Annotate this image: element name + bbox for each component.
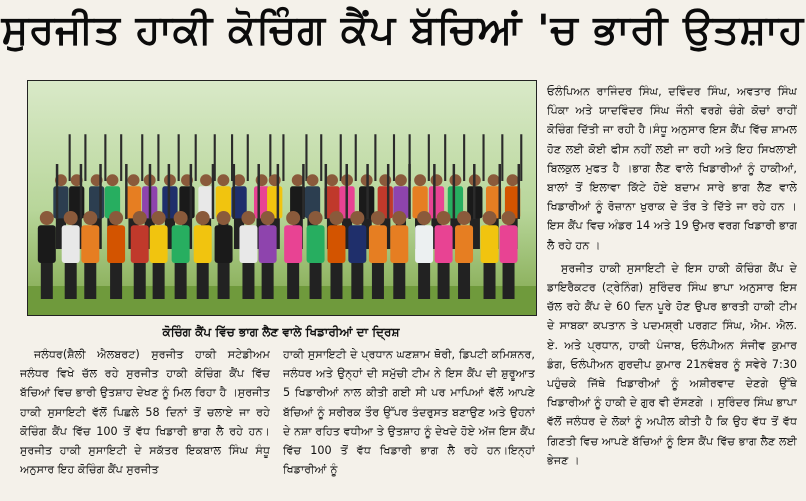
group-photo [27,80,537,316]
article-column-left [20,345,270,495]
article-paragraph: ਓਲੰਪਿਅਨ ਰਾਜਿੰਦਰ ਸਿੰਘ, ਦਵਿੰਦਰ ਸਿੰਘ, ਅਵਤਾਰ ਸਿੰਘ ਪਿੰਕਾ ਅਤੇ ਯਾਦਵਿੰਦਰ ਸਿੰਘ ਜੌਨੀ ਵਰਗੇ ਚੰਗੇ ਕੋਚਾਂ ਰਾਹੀਂ ਕੋਚਿੰਗ ਦਿੱਤੀ ਜਾ ਰਹੀ ਹੈ।ਸੰਧੂ ਅਨੁਸਾਰ ਇਸ ਕੈਂਪ ਵਿੱਚ ਸ਼ਾਮਲ ਹੋਣ ਲਈ ਕੋਈ ਫੀਸ ਨਹੀਂ ਲਈ ਜਾ ਰਹੀ ਅਤੇ ਇਹ ਸਿਖਲਾਈ ਬਿਲਕੁਲ ਮੁਫਤ ਹੈ ।ਭਾਗ ਲੈਣ ਵਾਲੇ ਖਿਡਾਰੀਆਂ ਨੂੰ ਹਾਕੀਆਂ, ਬਾਲਾਂ ਤੋਂ ਇਲਾਵਾ ਕਿੱਟੇ ਹੋਏ ਬਦਾਮ ਸਾਰੇ ਭਾਗ ਲੈਣ ਵਾਲੇ ਖਿਡਾਰੀਆਂ ਨੂੰ ਰੋਜ਼ਾਨਾ ਖੁਰਾਕ ਦੇ ਤੌਰ ਤੇ ਦਿੱਤੇ ਜਾ ਰਹੇ ਹਨ । ਇਸ ਕੈਂਪ ਵਿਚ ਅੰਡਰ 14 ਅਤੇ 19 ਉਮਰ ਵਰਗ ਖਿਡਾਰੀ ਭਾਗ ਲੈ ਰਹੇ ਹਨ । [547,85,797,252]
article-column-right [547,82,797,496]
group-photo-illustration [28,81,536,315]
photo-caption: ਕੋਚਿੰਗ ਕੈਂਪ ਵਿੱਚ ਭਾਗ ਲੈਣ ਵਾਲੇ ਖਿਡਾਰੀਆਂ ਦਾ ਦ੍ਰਿਸ਼ [162,325,400,339]
article-column-middle [283,345,535,495]
article-paragraph: ਹਾਕੀ ਸੁਸਾਇਟੀ ਦੇ ਪ੍ਰਧਾਨ ਘਣਸ਼ਾਮ ਥੋਰੀ, ਡਿਪਟੀ ਕਮਿਸ਼ਨਰ, ਜਲੰਧਰ ਅਤੇ ਉਨ੍ਹਾਂ ਦੀ ਸਮੁੱਚੀ ਟੀਮ ਨੇ ਇਸ ਕੈਂਪ ਦੀ ਸ਼ੁਰੂਆਤ 5 ਖਿਡਾਰੀਆਂ ਨਾਲ ਕੀਤੀ ਗਈ ਸੀ ਪਰ ਮਾਪਿਆਂ ਵੱਲੋਂ ਆਪਣੇ ਬੱਚਿਆਂ ਨੂੰ ਸਰੀਰਕ ਤੌਰ ਉੱਪਰ ਤੰਦਰੁਸਤ ਬਣਾਉਣ ਅਤੇ ਉਹਨਾਂ ਦੇ ਨਸ਼ਾ ਰਹਿਤ ਵਧੀਆ ਤੇ ਉਤਸ਼ਾਹ ਨੂੰ ਦੇਖਦੇ ਹੋਏ ਅੱਜ ਇਸ ਕੈਂਪ ਵਿੱਚ 100 ਤੋਂ ਵੱਧ ਖਿਡਾਰੀ ਭਾਗ ਲੈ ਰਹੇ ਹਨ।ਇਨ੍ਹਾਂ ਖਿਡਾਰੀਆਂ ਨੂੰ [283,348,535,477]
headline: ਸੁਰਜੀਤ ਹਾਕੀ ਕੋਚਿੰਗ ਕੈਂਪ ਬੱਚਿਆਂ 'ਚ ਭਾਰੀ ਉਤਸ਼ਾਹ [1,7,805,53]
article-paragraph: ਸੁਰਜੀਤ ਹਾਕੀ ਸੁਸਾਇਟੀ ਦੇ ਇਸ ਹਾਕੀ ਕੋਚਿੰਗ ਕੈਂਪ ਦੇ ਡਾਇਰੈਕਟਰ (ਟ੍ਰੇਨਿੰਗ) ਸੁਰਿੰਦਰ ਸਿੰਘ ਭਾਪਾ ਅਨੁਸਾਰ ਇਸ ਚੱਲ ਰਹੇ ਕੈਂਪ ਦੇ 60 ਦਿਨ ਪੂਰੇ ਹੋਣ ਉਪਰ ਭਾਰਤੀ ਹਾਕੀ ਟੀਮ ਦੇ ਸਾਬਕਾ ਕਪਤਾਨ ਤੇ ਪਦਮਸ਼੍ਰੀ ਪਰਗਟ ਸਿੰਘ, ਐਮ. ਐਲ. ਏ. ਅਤੇ ਪ੍ਰਧਾਨ, ਹਾਕੀ ਪੰਜਾਬ, ਓਲੰਪੀਅਨ ਸੰਜੀਵ ਕੁਮਾਰ ਡੰਗ, ਓਲੰਪੀਅਨ ਗੁਰਦੀਪ ਕੁਮਾਰ 21ਨਵੰਬਰ ਨੂੰ ਸਵੇਰੇ 7:30 ਪਹੁੰਚਕੇ ਜਿੱਥੇ ਖਿਡਾਰੀਆਂ ਨੂੰ ਅਸ਼ੀਰਵਾਦ ਦੇਣਗੇ ਉੱਥੇ ਖਿਡਾਰੀਆਂ ਨੂੰ ਹਾਕੀ ਦੇ ਗੁਰ ਵੀ ਦੱਸਣਗੇ । ਸੁਰਿੰਦਰ ਸਿੰਘ ਭਾਪਾ ਵੱਲੋਂ ਜਲੰਧਰ ਦੇ ਲੋਕਾਂ ਨੂੰ ਅਪੀਲ ਕੀਤੀ ਹੈ ਕਿ ਉਹ ਵੱਧ ਤੋਂ ਵੱਧ ਗਿਣਤੀ ਵਿਚ ਆਪਣੇ ਬੱਚਿਆਂ ਨੂੰ ਇਸ ਕੈਂਪ ਵਿੱਚ ਭਾਗ ਲੈਣ ਲਈ ਭੇਜਣ । [547,261,797,467]
article-paragraph: ਜਲੰਧਰ(ਸ਼ੈਲੀ ਐਲਬਰਟ) ਸੁਰਜੀਤ ਹਾਕੀ ਸਟੇਡੀਅਮ ਜਲੰਧਰ ਵਿਖੇ ਚੱਲ ਰਹੇ ਸੁਰਜੀਤ ਹਾਕੀ ਕੋਚਿੰਗ ਕੈਂਪ ਵਿੱਚ ਬੱਚਿਆਂ ਵਿਚ ਭਾਰੀ ਉਤਸ਼ਾਹ ਦੇਖਣ ਨੂੰ ਮਿਲ ਰਿਹਾ ਹੈ ।ਸੁਰਜੀਤ ਹਾਕੀ ਸੁਸਾਇਟੀ ਵੱਲੋਂ ਪਿਛਲੇ 58 ਦਿਨਾਂ ਤੋਂ ਚਲਾਏ ਜਾ ਰਹੇ ਕੋਚਿੰਗ ਕੈਂਪ ਵਿੱਚ 100 ਤੋਂ ਵੱਧ ਖਿਡਾਰੀ ਭਾਗ ਲੈ ਰਹੇ ਹਨ।ਸੁਰਜੀਤ ਹਾਕੀ ਸੁਸਾਇਟੀ ਦੇ ਸਕੱਤਰ ਇਕਬਾਲ ਸਿੰਘ ਸੰਧੂ ਅਨੁਸਾਰ ਇਹ ਕੋਚਿੰਗ ਕੈਂਪ ਸੁਰਜੀਤ [20,348,270,477]
